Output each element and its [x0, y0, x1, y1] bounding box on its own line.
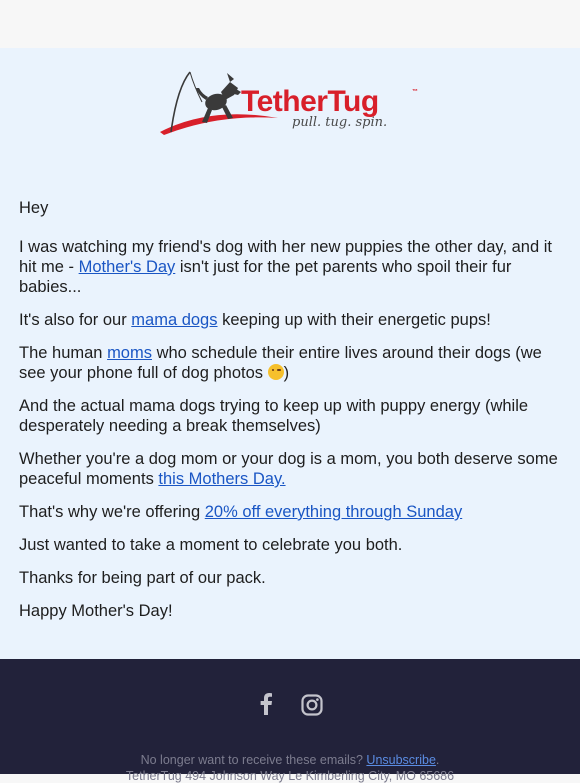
paragraph-1: I was watching my friend's dog with her new puppies the other day, and it hit me - Mother's Day isn't just for the pet parents who spoil their fur babies... [19, 238, 552, 296]
unsubscribe-line: No longer want to receive these emails? Unsubscribe. [140, 753, 440, 767]
this-mothers-day-link[interactable]: this Mothers Day. [158, 470, 286, 488]
winking-face-icon [268, 364, 284, 380]
paragraph-9: Happy Mother's Day! [19, 602, 173, 620]
facebook-icon[interactable] [259, 693, 273, 720]
paragraph-7: Just wanted to take a moment to celebrate you both. [19, 536, 403, 554]
paragraph-8: Thanks for being part of our pack. [19, 569, 266, 587]
unsubscribe-link[interactable]: Unsubscribe [366, 753, 436, 767]
paragraph-2: It's also for our mama dogs keeping up with their energetic pups! [19, 311, 491, 329]
paragraph-5: Whether you're a dog mom or your dog is a mom, you both deserve some peaceful moments this Mothers Day. [19, 450, 558, 488]
brand-logo[interactable] [150, 68, 430, 148]
email-content [19, 198, 561, 621]
mama-dogs-link[interactable]: mama dogs [131, 311, 218, 329]
email-body [0, 48, 580, 659]
brand-tagline: pull. tug. spin. [292, 115, 388, 130]
greeting: Hey [19, 199, 49, 217]
social-links [255, 693, 327, 719]
mothers-day-link[interactable]: Mother's Day [78, 258, 176, 276]
preheader-bar [0, 0, 580, 48]
instagram-icon[interactable] [301, 694, 323, 721]
paragraph-3: The human moms who schedule their entire lives around their dogs (we see your phone full of dog photos ) [19, 344, 542, 382]
paragraph-4: And the actual mama dogs trying to keep up with puppy energy (while desperately needing a break themselves) [19, 397, 529, 435]
moms-link[interactable]: moms [107, 344, 152, 362]
email-footer [0, 659, 580, 783]
paragraph-6: That's why we're offering 20% off everything through Sunday [19, 503, 463, 521]
discount-offer-link[interactable]: 20% off everything through Sunday [204, 503, 463, 521]
company-address: TetherTug 494 Johnson Way Le Kimberling City, MO 65686 [125, 769, 455, 783]
brand-name: TetherTug [241, 85, 379, 118]
trademark-mark: ™ [412, 89, 418, 95]
